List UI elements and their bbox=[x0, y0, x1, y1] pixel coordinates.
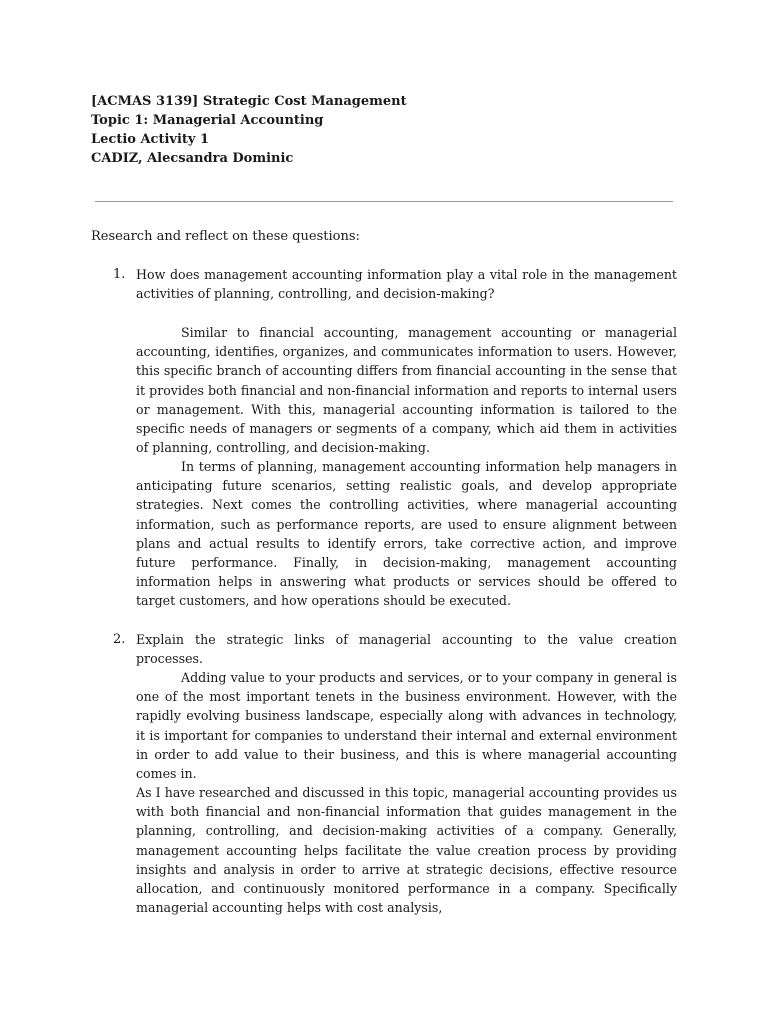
document-header bbox=[91, 92, 407, 168]
topic-title: Topic 1: Managerial Accounting bbox=[91, 113, 324, 128]
answer-paragraph: Similar to financial accounting, management accounting or managerial accounting, identifies, organizes, and communicates information to users. However, this specific branch of accounting differs from financial accounting in the sense that it provides both financial and non-financial information and reports to internal users or management. With this, managerial accounting information is tailored to the specific needs of managers or segments of a company, which aid them in activities of planning, controlling, and decision-making. bbox=[136, 325, 677, 456]
question-text: How does management accounting information play a vital role in the management activities of planning, controlling, and decision-making? bbox=[136, 267, 677, 302]
answer-paragraph: Adding value to your products and services, or to your company in general is one of the most important tenets in the business environment. However, with the rapidly evolving business landscape, especially along with advances in technology, it is important for companies to understand their internal and external environment in order to add value to their business, and this is where managerial accounting comes in. bbox=[136, 670, 677, 782]
intro-text: Research and reflect on these questions: bbox=[91, 229, 360, 244]
course-title: [ACMAS 3139] Strategic Cost Management bbox=[91, 94, 407, 109]
question-number: 1. bbox=[113, 267, 126, 282]
answer-paragraph: As I have researched and discussed in this topic, managerial accounting provides us with both financial and non-financial information that guides management in the planning, controlling, and decision-making activities of a company. Generally, management accounting helps facilitate the value creation process by providing insights and analysis in order to arrive at strategic decisions, effective resource allocation, and continuously monitored performance in a company. Specifically managerial accounting helps with cost analysis, bbox=[136, 785, 677, 916]
horizontal-divider bbox=[95, 201, 673, 202]
author-name: CADIZ, Alecsandra Dominic bbox=[91, 151, 294, 166]
question-number: 2. bbox=[113, 632, 126, 647]
activity-title: Lectio Activity 1 bbox=[91, 132, 210, 147]
question-text: Explain the strategic links of managerial accounting to the value creation processes. bbox=[136, 632, 677, 667]
answer-paragraph: In terms of planning, management accounting information help managers in anticipating future scenarios, setting realistic goals, and develop appropriate strategies. Next comes the controlling activities, where managerial accounting information, such as performance reports, are used to ensure alignment between plans and actual results to identify errors, take corrective action, and improve future performance. Finally, in decision-making, management accounting information helps in answering what products or services should be offered to target customers, and how operations should be executed. bbox=[136, 459, 677, 609]
